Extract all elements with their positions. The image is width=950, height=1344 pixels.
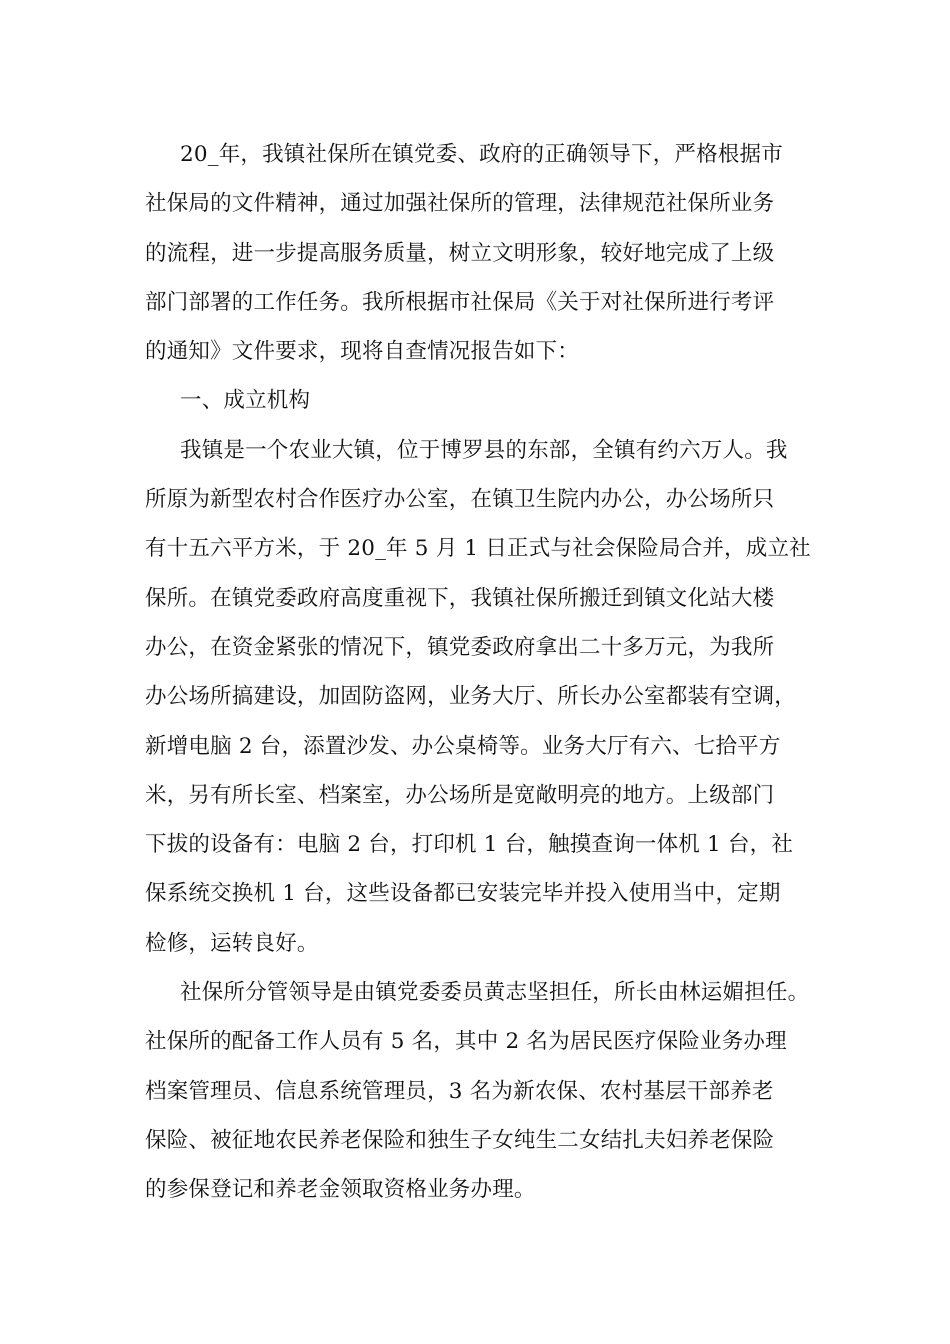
text-line: 办公，在资金紧张的情况下，镇党委政府拿出二十多万元，为我所 — [145, 634, 775, 660]
text-line: 档案管理员、信息系统管理员，3 名为新农保、农村基层干部养老 — [145, 1078, 774, 1104]
text-line: 保所。在镇党委政府高度重视下，我镇社保所搬迁到镇文化站大楼 — [145, 585, 775, 611]
text-line: 新增电脑 2 台，添置沙发、办公桌椅等。业务大厅有六、七拾平方 — [145, 733, 781, 759]
text-line: 社保局的文件精神，通过加强社保所的管理，法律规范社保所业务 — [145, 191, 775, 217]
text-line: 办公场所搞建设，加固防盗网，业务大厅、所长办公室都装有空调， — [145, 684, 797, 710]
text-line: 20_年，我镇社保所在镇党委、政府的正确领导下，严格根据市 — [180, 142, 783, 167]
text-line: 社保所分管领导是由镇党委委员黄志坚担任，所长由林运媚担任。 — [180, 980, 810, 1006]
text-line: 下拔的设备有：电脑 2 台，打印机 1 台，触摸查询一体机 1 台，社 — [145, 832, 794, 858]
text-line: 我镇是一个农业大镇，位于博罗县的东部，全镇有约六万人。我 — [180, 437, 788, 463]
section-heading: 一、成立机构 — [180, 388, 311, 414]
text-line: 保系统交换机 1 台，这些设备都已安装完毕并投入使用当中，定期 — [145, 881, 781, 907]
text-line: 所原为新型农村合作医疗办公室，在镇卫生院内办公，办公场所只 — [145, 487, 775, 513]
text-line: 社保所的配备工作人员有 5 名，其中 2 名为居民医疗保险业务办理 — [145, 1029, 787, 1055]
text-line: 米，另有所长室、档案室，办公场所是宽敞明亮的地方。上级部门 — [145, 782, 775, 808]
text-line: 保险、被征地农民养老保险和独生子女纯生二女结扎夫妇养老保险 — [145, 1127, 775, 1153]
text-line: 有十五六平方米，于 20_年 5 月 1 日正式与社会保险局合并，成立社 — [145, 536, 811, 562]
text-line: 的流程，进一步提高服务质量，树立文明形象，较好地完成了上级 — [145, 240, 775, 266]
document-page — [145, 130, 830, 1215]
text-line: 部门部署的工作任务。我所根据市社保局《关于对社保所进行考评 — [145, 289, 775, 315]
text-line: 检修，运转良好。 — [145, 930, 319, 956]
text-line: 的通知》文件要求，现将自查情况报告如下： — [145, 339, 580, 365]
text-line: 的参保登记和养老金领取资格业务办理。 — [145, 1177, 536, 1203]
